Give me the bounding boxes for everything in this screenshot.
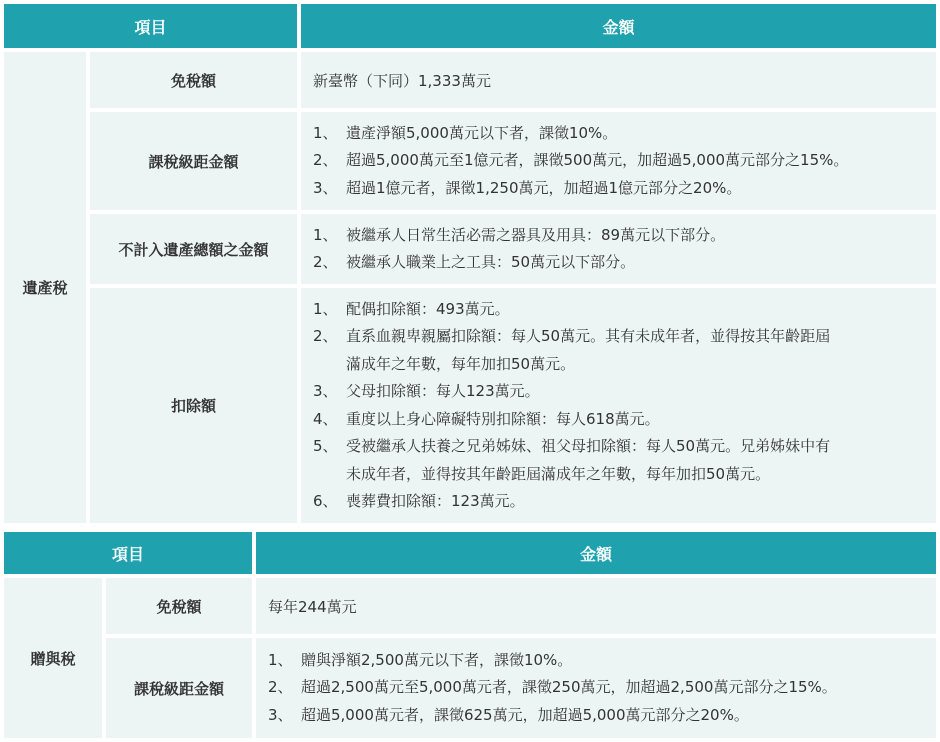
gift-header-amount-label: 金額 [579,544,612,564]
gift-category [4,578,102,738]
gift-header-item-label: 項目 [111,544,144,564]
item-text: 重度以上身心障礙特別扣除額：每人618萬元。 [346,409,660,428]
item-text: 配偶扣除額：493萬元。 [346,299,510,318]
list-item [313,406,830,434]
estate-row-excluded-value [301,214,936,284]
list-item [313,120,848,148]
gift-row-bracket-label [106,638,252,738]
estate-row-bracket-label [90,112,297,210]
item-text: 直系血親卑親屬扣除額：每人50萬元。其有未成年者，並得按其年齡距屆 滿成年之年數，每年加扣50萬元。 [346,327,831,373]
item-num: 3、 [313,178,338,197]
estate-header-item [4,4,297,48]
row-value: 每年244萬元 [268,597,357,616]
excluded-list [313,222,725,277]
list-item [313,323,830,378]
estate-row-deduction-label [90,288,297,523]
item-text: 超過5,000萬元者，課徵625萬元，加超過5,000萬元部分之20%。 [301,705,749,724]
item-text: 喪葬費扣除額：123萬元。 [346,492,525,510]
estate-category [4,52,86,523]
item-text: 超過1億元者，課徵1,250萬元，加超過1億元部分之20%。 [346,178,742,197]
gift-header-item [4,532,252,574]
item-text: 贈與淨額2,500萬元以下者，課徵10%。 [301,650,573,669]
list-item [313,433,830,488]
row-label: 不計入遺產總額之金額 [118,240,269,259]
list-item [268,674,837,702]
row-label: 免稅額 [170,71,216,90]
item-text: 被繼承人職業上之工具：50萬元以下部分。 [346,253,636,271]
estate-row-deduction-value [301,288,936,523]
item-num: 2、 [313,327,338,345]
item-num: 1、 [268,650,293,669]
item-num: 3、 [313,382,338,400]
gift-row-exemption-label [106,578,252,634]
list-item [313,249,725,277]
item-num: 6、 [313,492,338,510]
list-item [313,147,848,175]
gift-bracket-list [268,647,837,730]
item-num: 2、 [313,151,338,170]
list-item [313,488,830,516]
estate-category-label: 遺產稅 [22,279,68,297]
row-label: 免稅額 [156,597,202,616]
estate-header-item-label: 項目 [134,17,167,37]
list-item [313,296,830,324]
estate-row-exemption-label [90,52,297,108]
gift-category-label: 贈與稅 [30,649,76,668]
item-num: 1、 [313,225,338,244]
row-value: 新臺幣（下同）1,333萬元 [313,71,491,90]
estate-row-exemption-value [301,52,936,108]
estate-row-excluded-label [90,214,297,284]
item-num: 1、 [313,123,338,142]
row-label: 課稅級距金額 [148,152,239,171]
bracket-list [313,120,848,203]
estate-header-amount [301,4,936,48]
row-label: 扣除額 [170,397,216,415]
gift-header-amount [256,532,936,574]
row-label: 課稅級距金額 [133,679,224,698]
item-num: 3、 [268,705,293,724]
item-text: 超過2,500萬元至5,000萬元者，課徵250萬元，加超過2,500萬元部分之15%。 [301,678,837,697]
item-text: 父母扣除額：每人123萬元。 [346,382,540,400]
item-num: 2、 [313,253,338,271]
item-num: 4、 [313,409,338,428]
item-text: 受被繼承人扶養之兄弟姊妹、祖父母扣除額：每人50萬元。兄弟姊妹中有 未成年者，並得按其年齡距屆滿成年之年數，每年加扣50萬元。 [346,437,831,483]
list-item [268,702,837,730]
item-num: 1、 [313,299,338,318]
gift-row-bracket-value [256,638,936,738]
item-text: 超過5,000萬元至1億元者，課徵500萬元，加超過5,000萬元部分之15%。 [346,151,849,170]
list-item [313,222,725,250]
item-text: 遺產淨額5,000萬元以下者，課徵10%。 [346,123,618,142]
list-item [313,175,848,203]
gift-row-exemption-value [256,578,936,634]
item-num: 5、 [313,437,338,455]
item-num: 2、 [268,678,293,697]
list-item [313,378,830,406]
estate-row-bracket-value [301,112,936,210]
deduction-list [313,296,830,516]
list-item [268,647,837,675]
item-text: 被繼承人日常生活必需之器具及用具：89萬元以下部分。 [346,225,726,244]
estate-header-amount-label: 金額 [602,17,635,37]
